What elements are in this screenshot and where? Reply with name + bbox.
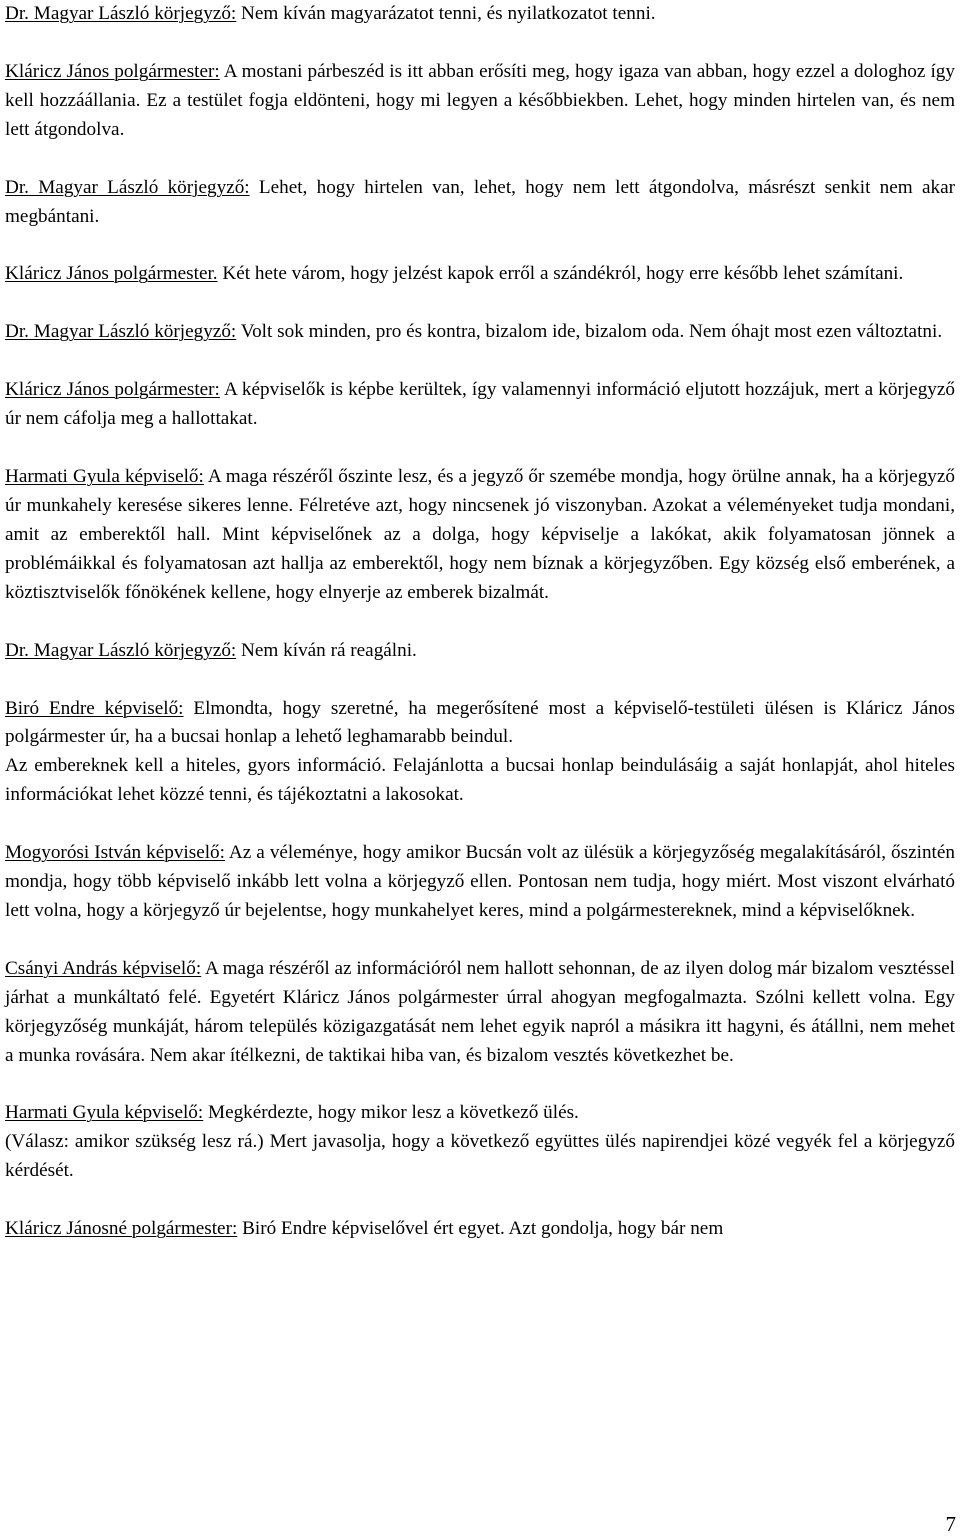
speaker-name: Kláricz Jánosné polgármester: <box>5 1218 238 1240</box>
paragraph-4 <box>5 260 955 289</box>
paragraph-text: A mostani párbeszéd is itt abban erősíti meg, hogy igaza van abban, hogy ezzel a dologhoz így kell hozzáállania. Ez a testület fogja eldönteni, hogy mi legyen a későbbiekben. Lehet, hogy minden hirtelen van, és nem lett átgondolva. <box>5 60 955 140</box>
speaker-name: Mogyorósi István képviselő: <box>5 842 225 864</box>
paragraph-7 <box>5 463 955 608</box>
paragraph-text: A képviselők is képbe kerültek, így valamennyi információ eljutott hozzájuk, mert a körjegyző úr nem cáfolja meg a hallottakat. <box>5 379 955 430</box>
paragraph-2 <box>5 58 955 145</box>
paragraph-text: Volt sok minden, pro és kontra, bizalom ide, bizalom oda. Nem óhajt most ezen változtatni. <box>236 321 943 343</box>
paragraph-3 <box>5 174 955 232</box>
paragraph-text: Nem kíván rá reagálni. <box>236 639 417 661</box>
paragraph-11 <box>5 955 955 1071</box>
paragraph-10 <box>5 839 955 926</box>
document-page <box>5 0 955 1273</box>
paragraph-text: Az a véleménye, hogy amikor Bucsán volt az ülésük a körjegyzőség megalakításáról, őszintén mondja, hogy több képviselő inkább lett volna a körjegyző ellen. Pontosan nem tudja, hogy miért. Most viszont elvárható lett volna, hogy a körjegyző úr bejelentse, hogy munkahelyet keres, mind a polgármestereknek, mind a képviselőknek. <box>5 842 955 921</box>
paragraph-text: Nem kíván magyarázatot tenni, és nyilatkozatot tenni. <box>236 3 656 24</box>
speaker-name: Harmati Gyula képviselő: <box>5 1102 204 1124</box>
speaker-name: Kláricz János polgármester: <box>5 379 220 401</box>
paragraph-6 <box>5 376 955 434</box>
paragraph-text: A maga részéről őszinte lesz, és a jegyző őr szemébe mondja, hogy örülne annak, ha a körjegyző úr munkahely keresése sikeres lenne. Félretéve azt, hogy nincsenek jó viszonyban. Azokat a véleményeket tudja mondani, amit az emberektől hall. Mint képviselőnek az a dolga, hogy képviselje a lakókat, akik folyamatosan jönnek a problémáikkal és folyamatosan azt hallja az emberektől, hogy nem bíznak a körjegyzőben. Egy község első emberének, a köztisztviselők főnökének kellene, hogy elnyerje az emberek bizalmát. <box>5 466 955 603</box>
speaker-name: Dr. Magyar László körjegyző: <box>5 3 237 24</box>
paragraph-text: A maga részéről az információról nem hallott sehonnan, de az ilyen dolog már bizalom vesztéssel járhat a munkáltató felé. Egyetért Kláricz János polgármester úrral ahogyan megfogalmazta. Szólni kellett volna. Egy körjegyzőség munkáját, három település közigazgatását nem lehet egyik napról a másikra itt hagyni, és átállni, nem mehet a munka rovására. Nem akar ítélkezni, de taktikai hiba van, és bizalom vesztés következhet be. <box>5 957 956 1066</box>
speaker-name: Dr. Magyar László körjegyző: <box>5 176 250 198</box>
speaker-name: Csányi András képviselő: <box>5 957 202 979</box>
page-number: 7 <box>945 1512 956 1536</box>
speaker-name: Dr. Magyar László körjegyző: <box>5 321 237 343</box>
speaker-name: Harmati Gyula képviselő: <box>5 466 204 488</box>
speaker-name: Biró Endre képviselő: <box>5 697 184 719</box>
paragraph-continuation: (Válasz: amikor szükség lesz rá.) Mert javasolja, hogy a következő együttes ülés napirendjei közé vegyék fel a körjegyző kérdését. <box>5 1131 955 1182</box>
paragraph-9 <box>5 695 955 811</box>
paragraph-1 <box>5 0 955 29</box>
speaker-name: Dr. Magyar László körjegyző: <box>5 639 237 661</box>
paragraph-text: Biró Endre képviselővel ért egyet. Azt gondolja, hogy bár nem <box>237 1218 724 1240</box>
paragraph-12 <box>5 1099 955 1186</box>
paragraph-text: Két hete várom, hogy jelzést kapok erről a szándékról, hogy erre később lehet számítani. <box>217 263 904 285</box>
speaker-name: Kláricz János polgármester. <box>5 263 218 285</box>
paragraph-13 <box>5 1215 955 1244</box>
paragraph-8 <box>5 637 955 666</box>
paragraph-text: Elmondta, hogy szeretné, ha megerősítené most a képviselő-testületi ülésen is Kláricz János polgármester úr, ha a bucsai honlap a lehető leghamarabb beindul. <box>5 697 955 748</box>
paragraph-text: Lehet, hogy hirtelen van, lehet, hogy nem lett átgondolva, másrészt senkit nem akar megbántani. <box>5 176 955 227</box>
paragraph-text: Megkérdezte, hogy mikor lesz a következő ülés. <box>203 1102 579 1124</box>
paragraph-continuation: Az embereknek kell a hiteles, gyors információ. Felajánlotta a bucsai honlap beindulásáig a saját honlapját, ahol hiteles információkat lehet közzé tenni, és tájékoztatni a lakosokat. <box>5 755 955 806</box>
paragraph-5 <box>5 318 955 347</box>
speaker-name: Kláricz János polgármester: <box>5 60 220 82</box>
